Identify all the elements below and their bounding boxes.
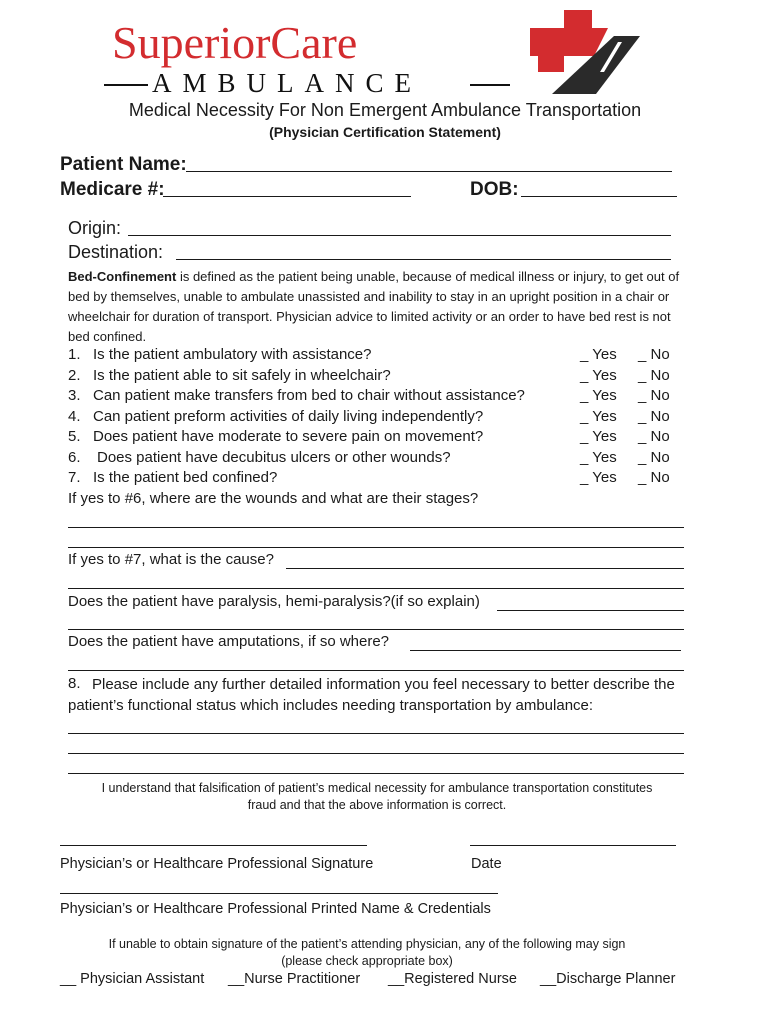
question-num: 3. [68,387,81,404]
amputations-question: Does the patient have amputations, if so where? [68,633,390,650]
destination-label: Destination: [68,242,164,262]
cause-answer-line[interactable] [68,588,684,589]
question-yes-option[interactable]: _ Yes [580,469,617,486]
logo-rule-right [470,84,510,86]
question-text: Can patient make transfers from bed to chair without assistance? [93,387,525,404]
cause-question: If yes to #7, what is the cause? [68,551,274,568]
printed-name-label: Physician’s or Healthcare Professional Printed Name & Credentials [60,901,491,917]
question-no-option[interactable]: _ No [638,367,670,384]
signature-label: Physician’s or Healthcare Professional Signature [60,856,374,872]
question-yes-option[interactable]: _ Yes [580,449,617,466]
origin-field[interactable] [128,235,671,236]
question-yes-option[interactable]: _ Yes [580,346,617,363]
question-num: 5. [68,428,81,445]
medicare-label: Medicare #: [60,179,165,200]
question-text: Is the patient able to sit safely in wheelchair? [93,367,391,384]
paralysis-answer-line[interactable] [497,610,684,611]
attestation-line1: I understand that falsification of patient’s medical necessity for ambulance transportation constitutes [101,781,653,795]
question-text: Does patient have moderate to severe pain on movement? [93,428,484,445]
printed-name-line[interactable] [60,893,498,894]
item8-answer-line[interactable] [68,733,684,734]
alternate-line2: (please check appropriate box) [281,954,453,968]
date-line[interactable] [470,845,676,846]
date-label: Date [471,856,502,872]
bed-confinement-term: Bed-Confinement [68,269,177,284]
bed-confinement-definition [68,267,693,347]
signature-line[interactable] [60,845,367,846]
question-num: 4. [68,408,81,425]
logo-rule-left [104,84,148,86]
amputations-answer-line[interactable] [68,670,684,671]
item8-num: 8. [68,675,81,692]
document-title: Medical Necessity For Non Emergent Ambulance Transportation [128,100,642,120]
item8-answer-line[interactable] [68,753,684,754]
question-text: Can patient preform activities of daily living independently? [93,408,484,425]
wounds-answer-line[interactable] [68,527,684,528]
question-num: 2. [68,367,81,384]
question-text: Is the patient ambulatory with assistance? [93,346,372,363]
question-num: 1. [68,346,81,363]
logo-subtitle: AMBULANCE [152,68,423,98]
item8-text: Please include any further detailed information you feel necessary to better describe the patient’s functional status which includes needing transportation by ambulance: [68,676,675,714]
option-physician-assistant[interactable]: __ Physician Assistant [60,971,205,987]
question-text: Is the patient bed confined? [93,469,278,486]
question-no-option[interactable]: _ No [638,428,670,445]
item8-answer-line[interactable] [68,773,684,774]
patient-name-label: Patient Name: [60,154,187,175]
bed-confinement-text: is defined as the patient being unable, because of medical illness or injury, to get out of bed by themselves, unable to ambulate unassisted and inability to stay in an upright position in a chair or wheelchair for duration of transport. Physician advice to limited activity or an order to have bed rest is not bed confined. [68,269,680,344]
patient-name-field[interactable] [186,171,672,172]
destination-field[interactable] [176,259,671,260]
question-no-option[interactable]: _ No [638,408,670,425]
document-subtitle: (Physician Certification Statement) [269,124,501,140]
question-no-option[interactable]: _ No [638,449,670,466]
question-num: 6. [68,449,81,466]
question-text: Does patient have decubitus ulcers or other wounds? [97,449,451,466]
option-discharge-planner[interactable]: __Discharge Planner [540,971,676,987]
dob-field[interactable] [521,196,677,197]
medicare-field[interactable] [163,196,411,197]
ambulance-cross-road-icon [530,10,642,94]
paralysis-question: Does the patient have paralysis, hemi-paralysis?(if so explain) [68,593,480,610]
paralysis-answer-line[interactable] [68,629,684,630]
alternate-line1: If unable to obtain signature of the patient’s attending physician, any of the following may sign [108,937,626,951]
attestation-line2: fraud and that the above information is correct. [247,798,507,812]
question-yes-option[interactable]: _ Yes [580,408,617,425]
question-yes-option[interactable]: _ Yes [580,428,617,445]
logo-brand: SuperiorCare [112,17,358,68]
question-no-option[interactable]: _ No [638,346,670,363]
question-yes-option[interactable]: _ Yes [580,367,617,384]
option-registered-nurse[interactable]: __Registered Nurse [388,971,517,987]
wounds-answer-line[interactable] [68,547,684,548]
question-no-option[interactable]: _ No [638,387,670,404]
question-no-option[interactable]: _ No [638,469,670,486]
dob-label: DOB: [470,179,519,200]
question-yes-option[interactable]: _ Yes [580,387,617,404]
origin-label: Origin: [68,218,122,238]
amputations-answer-line[interactable] [410,650,681,651]
question-num: 7. [68,469,81,486]
option-nurse-practitioner[interactable]: __Nurse Practitioner [228,971,361,987]
wounds-question: If yes to #6, where are the wounds and what are their stages? [68,490,479,507]
cause-answer-line[interactable] [286,568,684,569]
